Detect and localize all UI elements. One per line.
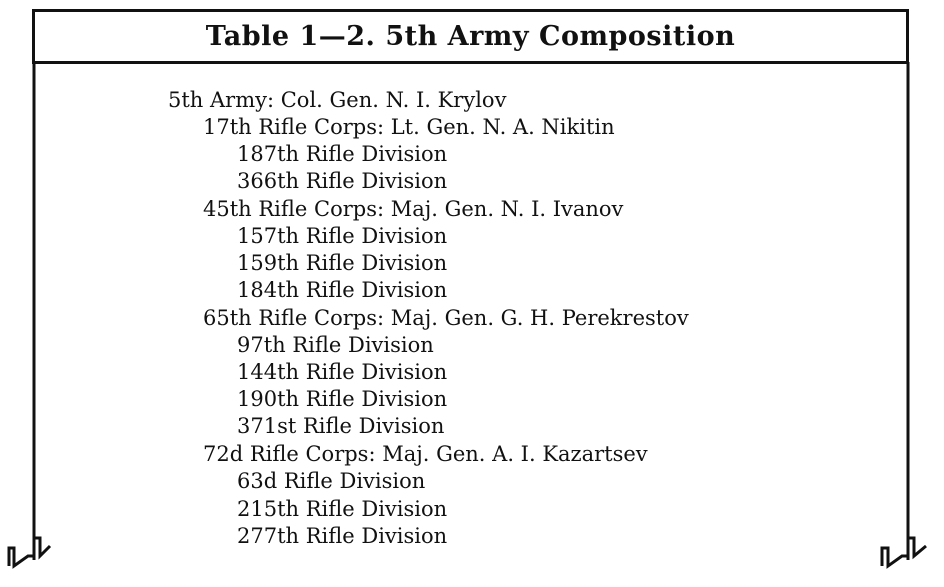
division-entry: 215th Rifle Division: [237, 497, 448, 521]
division-entry: 187th Rifle Division: [237, 142, 448, 166]
division-entry: 159th Rifle Division: [237, 251, 448, 275]
table-title: Table 1—2. 5th Army Composition: [205, 21, 736, 52]
corps-entry-72d: 72d Rifle Corps: Maj. Gen. A. I. Kazartsev: [203, 442, 648, 466]
division-entry: 144th Rifle Division: [237, 360, 448, 384]
division-entry: 277th Rifle Division: [237, 524, 448, 548]
corps-entry-17th: 17th Rifle Corps: Lt. Gen. N. A. Nikitin: [203, 115, 615, 139]
corps-entry-45th: 45th Rifle Corps: Maj. Gen. N. I. Ivanov: [203, 197, 624, 221]
division-entry: 63d Rifle Division: [237, 469, 426, 493]
division-entry: 97th Rifle Division: [237, 333, 434, 357]
table-title-box: [32, 9, 909, 64]
army-entry: 5th Army: Col. Gen. N. I. Krylov: [168, 88, 507, 112]
division-entry: 184th Rifle Division: [237, 278, 448, 302]
division-entry: 366th Rifle Division: [237, 169, 448, 193]
division-entry: 157th Rifle Division: [237, 224, 448, 248]
right-break-mark: [882, 538, 926, 566]
division-entry: 371st Rifle Division: [237, 414, 445, 438]
corps-entry-65th: 65th Rifle Corps: Maj. Gen. G. H. Perekrestov: [203, 306, 689, 330]
division-entry: 190th Rifle Division: [237, 387, 448, 411]
left-break-mark: [9, 538, 50, 566]
